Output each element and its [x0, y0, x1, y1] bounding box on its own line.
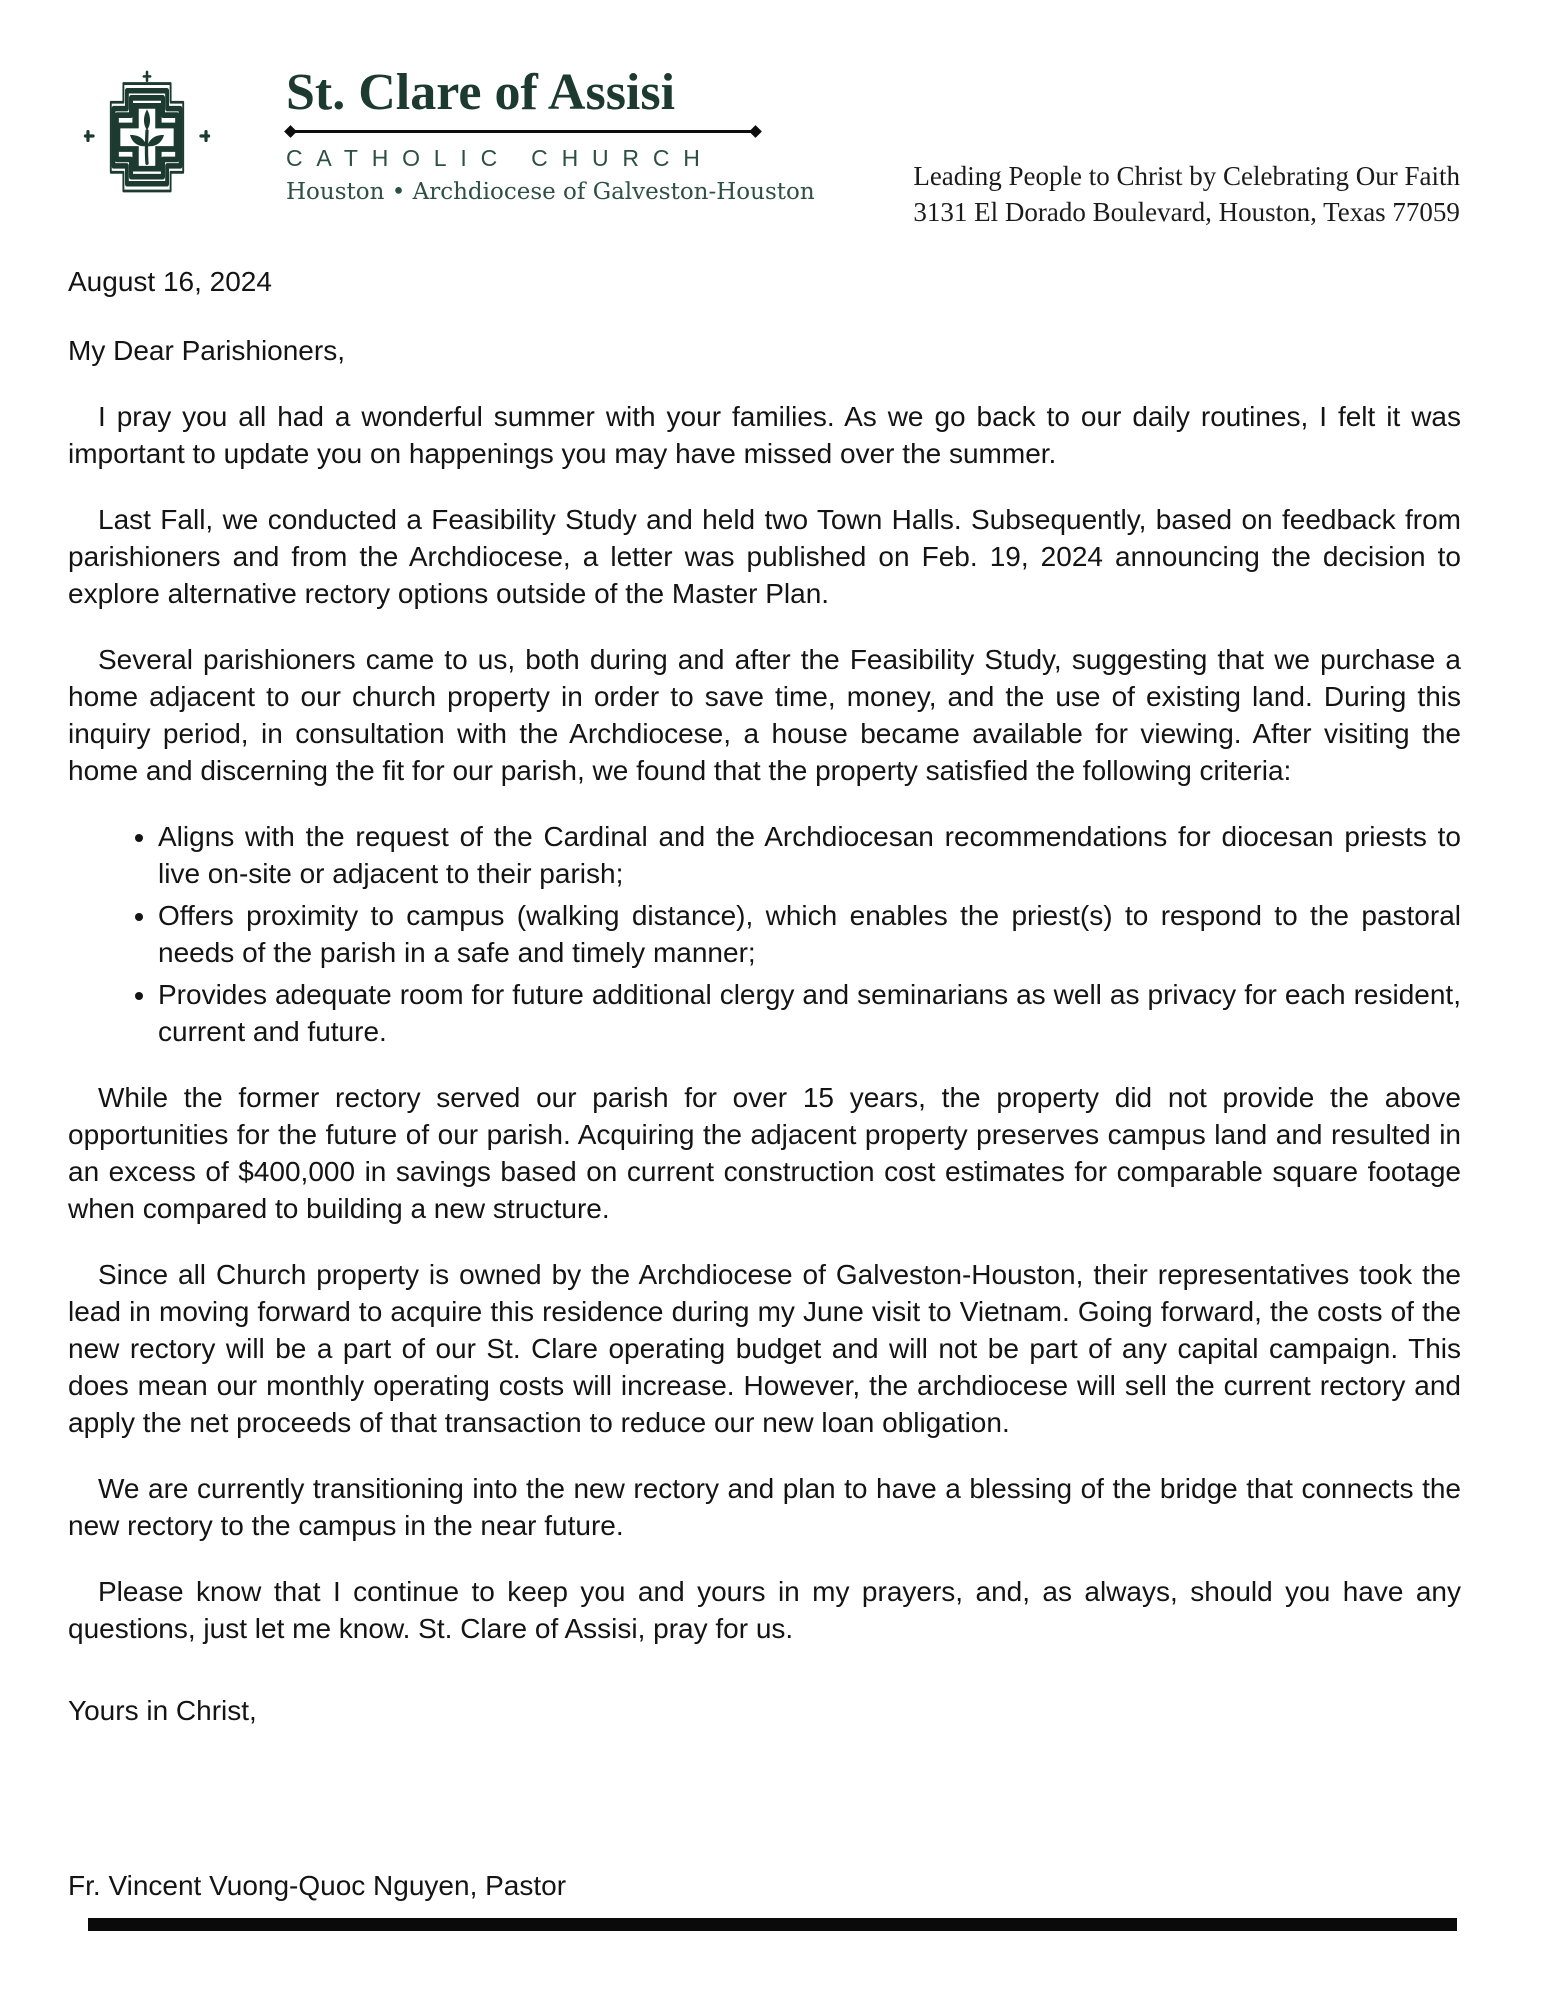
signature-line: Fr. Vincent Vuong-Quoc Nguyen, Pastor [68, 1869, 567, 1901]
letter-paragraph: While the former rectory served our parish for over 15 years, the property did not provide the above opportunities for the future of our parish. Acquiring the adjacent property preserves campus land and resulted in an excess of $400,000 in savings based on current construction cost estimates for comparable square footage when compared to building a new structure. [68, 1081, 1461, 1224]
letter-date: August 16, 2024 [68, 265, 272, 297]
tagline: Leading People to Christ by Celebrating Our Faith [913, 161, 1460, 191]
diamond-right-icon [749, 125, 762, 138]
paragraphs-before-list [68, 398, 1461, 789]
church-affiliation: Houston • Archdiocese of Galveston-Houston [286, 178, 815, 205]
letterhead [0, 0, 1545, 231]
diamond-rule [286, 127, 760, 136]
letter-paragraph: Since all Church property is owned by the Archdiocese of Galveston-Houston, their representatives took the lead in moving forward to acquire this residence during my June visit to Vietnam. Going forward, the costs of the new rectory will be a part of our St. Clare operating budget and will not be part of any capital campaign. This does mean our monthly operating costs will increase. However, the archdiocese will sell the current rectory and apply the net proceeds of that transaction to reduce our new loan obligation. [68, 1258, 1461, 1438]
church-name: St. Clare of Assisi [286, 64, 676, 121]
letter-paragraph: I pray you all had a wonderful summer with your families. As we go back to our daily routines, I felt it was important to update you on happenings you may have missed over the summer. [68, 400, 1461, 469]
letter-paragraph: Several parishioners came to us, both during and after the Feasibility Study, suggesting that we purchase a home adjacent to our church property in order to save time, money, and the use of existing land. During this inquiry period, in consultation with the Archdiocese, a house became available for viewing. After visiting the home and discerning the fit for our parish, we found that the property satisfied the following criteria: [68, 643, 1461, 786]
criteria-list [134, 818, 1461, 1050]
diamond-left-icon [284, 125, 297, 138]
criteria-item: • Provides adequate room for future additional clergy and seminarians as well as privacy for each resident, current and future. [158, 976, 1461, 1050]
letter-paragraph: Please know that I continue to keep you and yours in my prayers, and, as always, should you have any questions, just let me know. St. Clare of Assisi, pray for us. [68, 1575, 1461, 1644]
street-address: 3131 El Dorado Boulevard, Houston, Texas 77059 [913, 197, 1460, 228]
church-identity [286, 64, 815, 205]
cross-sprout-logo-icon [78, 70, 216, 202]
church-subtitle: CATHOLIC CHURCH [286, 144, 714, 171]
tagline-address [913, 158, 1460, 231]
paragraphs-after-list [68, 1079, 1461, 1647]
closing: Yours in Christ, [68, 1694, 257, 1726]
criteria-item: • Offers proximity to campus (walking distance), which enables the priest(s) to respond to the pastoral needs of the parish in a safe and timely manner; [158, 897, 1461, 971]
letter-body [0, 263, 1545, 1904]
letter-paragraph: Last Fall, we conducted a Feasibility Study and held two Town Halls. Subsequently, based on feedback from parishioners and from the Archdiocese, a letter was published on Feb. 19, 2024 announcing the decision to explore alternative rectory options outside of the Master Plan. [68, 503, 1461, 609]
letter-paragraph: We are currently transitioning into the new rectory and plan to have a blessing of the bridge that connects the new rectory to the campus in the near future. [68, 1472, 1461, 1541]
salutation: My Dear Parishioners, [68, 334, 345, 366]
criteria-item: • Aligns with the request of the Cardinal and the Archdiocesan recommendations for diocesan priests to live on-site or adjacent to their parish; [158, 818, 1461, 892]
rule-line [293, 130, 753, 133]
footer-bar [88, 1918, 1457, 1931]
